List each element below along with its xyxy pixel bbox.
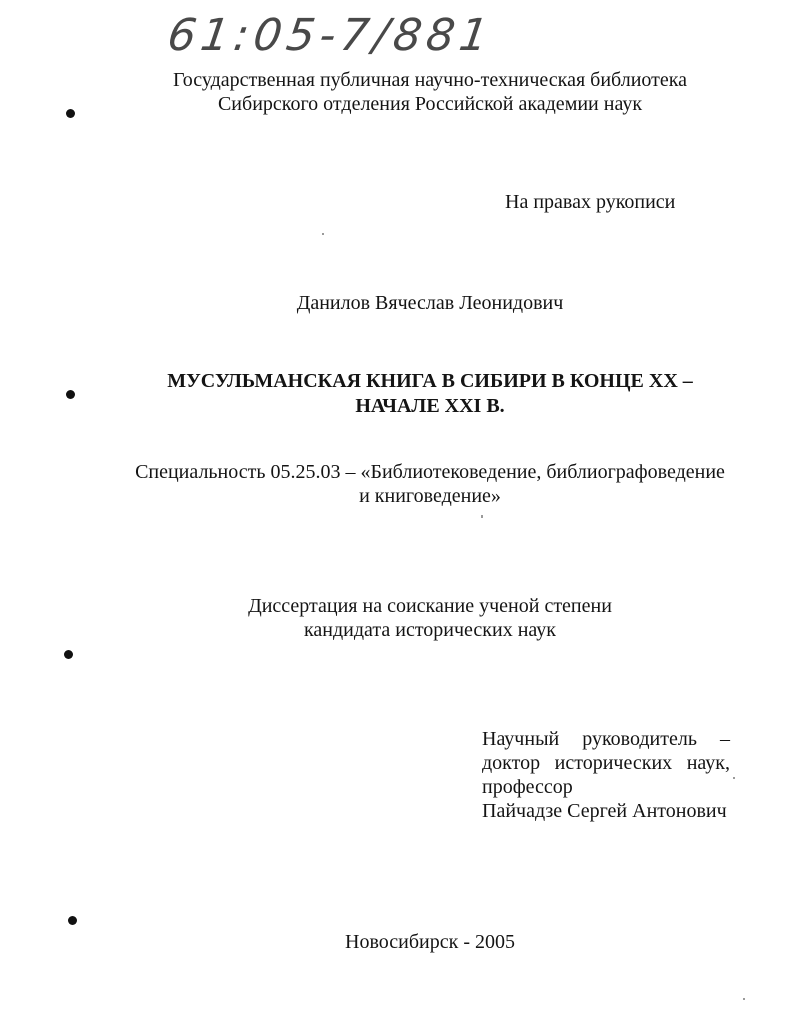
title-line-1: МУСУЛЬМАНСКАЯ КНИГА В СИБИРИ В КОНЦЕ XX – [167,370,693,392]
scan-speck [743,998,745,1000]
specialty-block [100,460,760,508]
city-year: Новосибирск - 2005 [345,931,515,953]
specialty-line-1: Специальность 05.25.03 – «Библиотековедение, библиографоведение [135,461,725,483]
scan-speck [733,777,735,779]
advisor-line-2: доктор исторических наук, [482,752,730,774]
author-name: Данилов Вячеслав Леонидович [296,292,564,314]
degree-block [100,594,760,642]
scan-speck [481,515,483,518]
specialty-line-2: и книговедение» [359,485,501,507]
advisor-line-4: Пайчадзе Сергей Антонович [482,800,727,822]
manuscript-rights-note: На правах рукописи [505,191,676,213]
organization-header [100,68,760,116]
organization-line-2: Сибирского отделения Российской академии наук [217,93,643,115]
advisor-line-1: Научный руководитель – [482,728,730,750]
advisor-block [482,727,730,823]
binding-hole-mark [66,390,75,399]
binding-hole-mark [68,916,77,925]
handwritten-stamp: 61:05-7/881 [164,10,497,61]
scan-speck [322,233,324,235]
title-line-2: НАЧАЛЕ XXI В. [355,395,505,417]
degree-line-2: кандидата исторических наук [303,619,557,641]
binding-hole-mark [64,650,73,659]
degree-line-1: Диссертация на соискание ученой степени [248,595,612,617]
organization-line-1: Государственная публичная научно-техническая библиотека [172,69,688,91]
dissertation-title [100,369,760,419]
advisor-line-3: профессор [482,776,573,798]
binding-hole-mark [66,109,75,118]
